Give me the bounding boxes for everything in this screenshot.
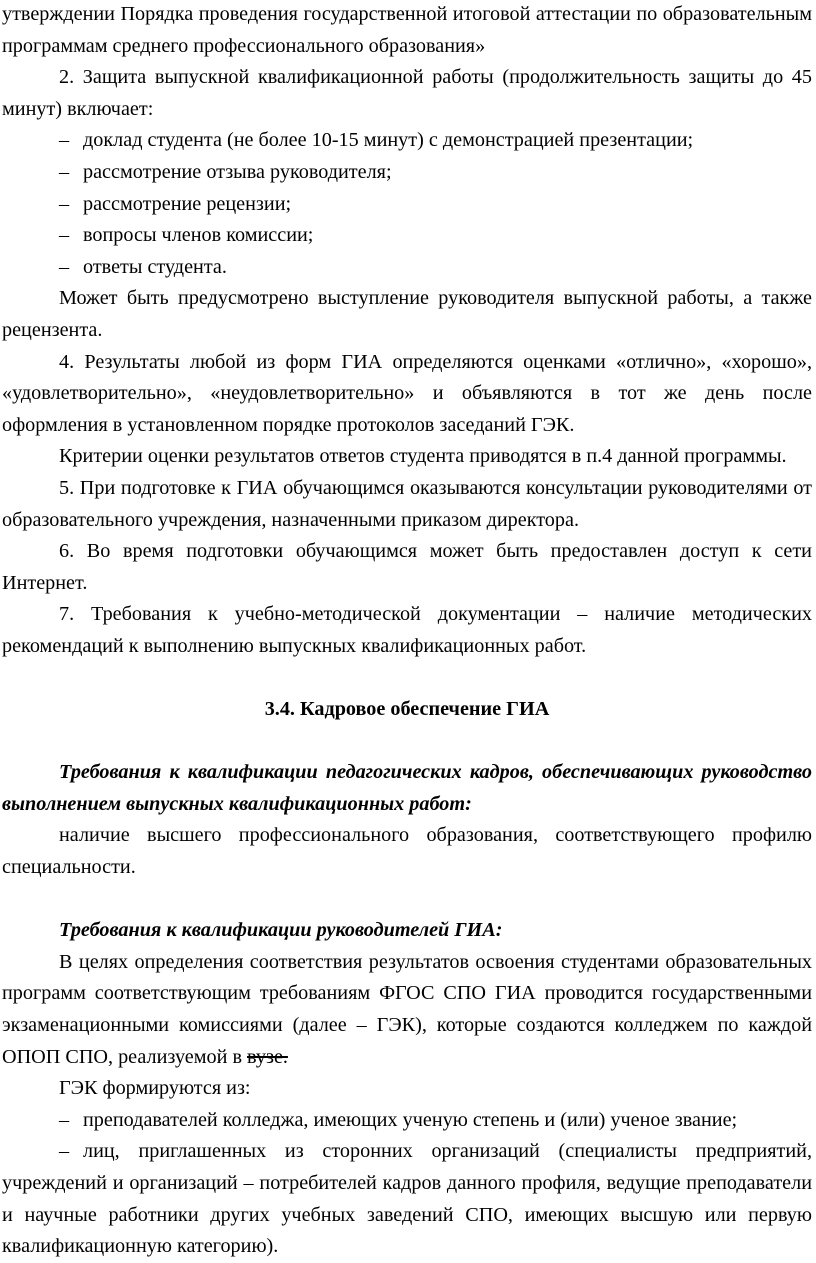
list-item-text: рассмотрение рецензии; xyxy=(83,192,292,215)
dash-symbol: – xyxy=(59,129,70,152)
list-item-text: доклад студента (не более 10-15 минут) с демонстрацией презентации; xyxy=(83,129,694,152)
list-item xyxy=(2,189,812,221)
dash-symbol: – xyxy=(59,224,70,247)
spacer xyxy=(2,884,812,916)
paragraph-aims xyxy=(2,947,812,1073)
list-item-text: лиц, приглашенных из сторонних организаций (специалисты предприятий, учреждений и организаций – потребителей кадров данного профиля, ведущие преподаватели и научные работники других учебных заведений СПО, имеющих высшую или первую квалификационную категорию). xyxy=(2,1140,812,1258)
list-item-text: вопросы членов комиссии; xyxy=(83,224,314,247)
paragraph-gek-formed: ГЭК формируются из: xyxy=(59,1077,251,1100)
requirements-leaders-heading: Требования к квалификации руководителей ГИА: xyxy=(59,919,503,942)
list-item xyxy=(2,125,812,157)
paragraph-criteria: Критерии оценки результатов ответов студента приводятся в п.4 данной программы. xyxy=(59,445,787,468)
list-item-text: преподавателей колледжа, имеющих ученую степень и (или) ученое звание; xyxy=(83,1108,738,1131)
paragraph-2: 2. Защита выпускной квалификационной работы (продолжительность защиты до 45 минут) включает: xyxy=(2,66,812,120)
paragraph-5: 5. При подготовке к ГИА обучающимся оказываются консультации руководителями от образовательного учреждения, назначенными приказом директора. xyxy=(2,476,812,531)
dash-symbol: – xyxy=(59,1140,70,1163)
list-item-text: ответы студента. xyxy=(83,255,227,278)
list-item xyxy=(2,220,812,252)
requirements-pedagogical-heading: Требования к квалификации педагогических кадров, обеспечивающих руководство выполнением выпускных квалификационных работ: xyxy=(2,761,812,815)
dash-symbol: – xyxy=(59,192,70,215)
paragraph-6: 6. Во время подготовки обучающимся может быть предоставлен доступ к сети Интернет. xyxy=(2,540,812,594)
dash-symbol: – xyxy=(59,160,70,183)
list-item xyxy=(2,157,812,189)
section-heading: 3.4. Кадровое обеспечение ГИА xyxy=(264,698,550,721)
paragraph-4: 4. Результаты любой из форм ГИА определяются оценками «отлично», «хорошо», «удовлетворительно», «неудовлетворительно» и объявляются в тот же день после оформления в установленном порядке протоколов заседаний ГЭК. xyxy=(2,350,812,436)
paragraph-supervisor-speech: Может быть предусмотрено выступление руководителя выпускной работы, а также рецензента. xyxy=(2,287,812,341)
requirements-pedagogical-text: наличие высшего профессионального образования, соответствующего профилю специальности. xyxy=(2,824,812,879)
dash-symbol: – xyxy=(59,1108,70,1131)
list-item xyxy=(2,1105,812,1137)
dash-symbol: – xyxy=(59,255,70,278)
paragraph-7: 7. Требования к учебно-методической документации – наличие методических рекомендаций к выполнению выпускных квалификационных работ. xyxy=(2,603,812,657)
list-item xyxy=(2,252,812,284)
struck-text: вузе. xyxy=(247,1045,288,1068)
intro-continuation: утверждении Порядка проведения государственной итоговой аттестации по образовательным программам среднего профессионального образования» xyxy=(2,3,812,57)
paragraph-aims-text: В целях определения соответствия результатов освоения студентами образовательных программ соответствующим требованиям ФГОС СПО ГИА проводится государственными экзаменационными комиссиями (далее – ГЭК), которые создаются колледжем по каждой ОПОП СПО, реализуемой в xyxy=(2,950,812,1068)
list-item-text: рассмотрение отзыва руководителя; xyxy=(83,160,392,183)
